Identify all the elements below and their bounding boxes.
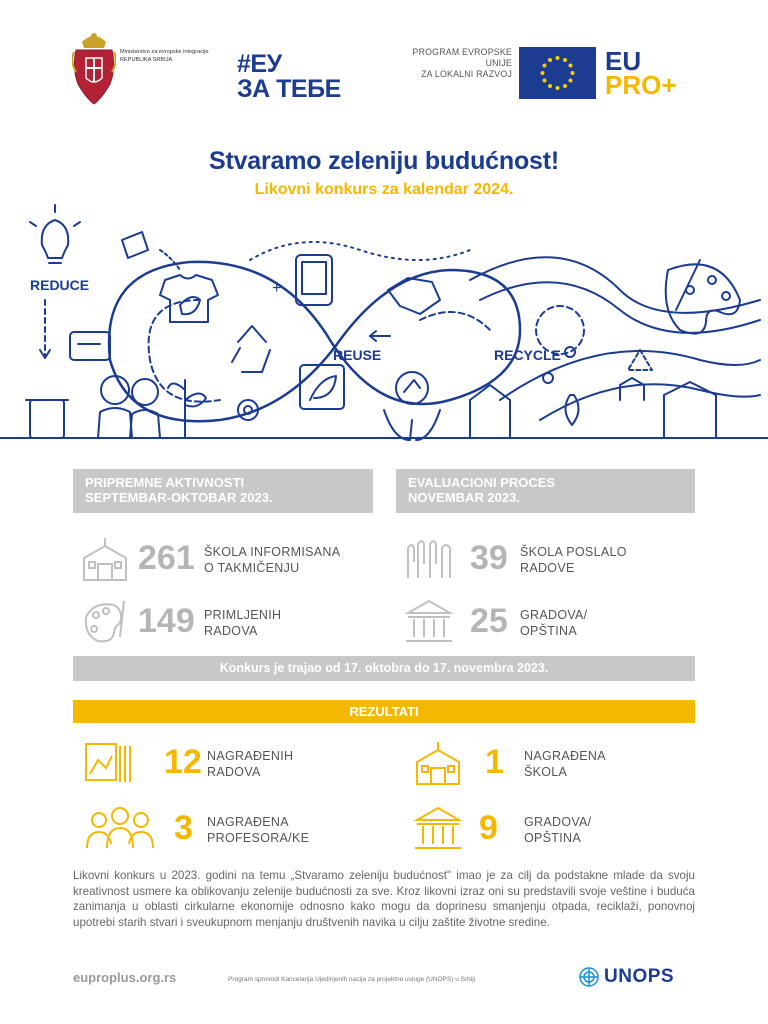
svg-text:+: +	[272, 280, 282, 297]
eu-flag-icon	[519, 47, 596, 99]
results-header: REZULTATI	[73, 700, 695, 723]
reuse-label: REUSE	[333, 347, 382, 363]
eu-star-icon	[543, 79, 547, 83]
eu-star-icon	[563, 58, 567, 62]
eu-star-icon	[563, 84, 567, 88]
website-link[interactable]: euproplus.org.rs	[73, 970, 177, 985]
recycle-icon	[232, 326, 270, 372]
ministry-name: Ministarstvo za evropske integracije REPUBLIKA SRBIJA	[120, 49, 209, 63]
eu-star-icon	[556, 56, 560, 60]
hands-icon	[404, 534, 454, 584]
eu-pro-plus-logo: EU PRO+	[605, 46, 677, 100]
lightbulb-icon	[30, 205, 80, 263]
building-icon	[404, 597, 454, 647]
eu-for-you-tag: #ЕУ ЗА ТЕБЕ	[237, 50, 341, 103]
people-icon	[84, 804, 156, 854]
evaluation-header: EVALUACIONI PROCES NOVEMBAR 2023.	[396, 469, 695, 513]
program-name: PROGRAM EVROPSKE UNIJE ZA LOKALNI RAZVOJ	[412, 47, 512, 79]
un-emblem-icon	[578, 966, 600, 988]
building-icon	[413, 804, 463, 854]
preparation-header: PRIPREMNE AKTIVNOSTI SEPTEMBAR-OKTOBAR 2023.	[73, 469, 373, 513]
eu-star-icon	[543, 64, 547, 68]
stat-schools-sent: 39 ŠKOLA POSLALO RADOVE	[404, 534, 694, 584]
stat-works-received: 149 PRIMLJENIH RADOVA	[80, 597, 380, 647]
description-paragraph: Likovni konkurs u 2023. godini na temu „Stvaramo zeleniju budućnost" imao je za cilj da podstakne mlade da svoju kreativnost usmere ka oblikovanju zelenije budućnosti za sve. Kroz likovni izraz oni su predstavili svoje veštine i buduća zanimanja u oblasti cirkularne ekonomije odnosno kako mogu da doprinesu smanjenju otpada, reciklaži, ponovnoj upotrebi starih stvari i sveukupnom menjanju društvenih navika u cilju zaštite životne sredine.	[73, 869, 695, 929]
recycle-label: RECYCLE	[494, 347, 561, 363]
stat-cities: 25 GRADOVA/ OPŠTINA	[404, 597, 694, 647]
eu-star-icon	[571, 71, 575, 75]
coat-of-arms-icon	[72, 28, 116, 106]
stat-schools-informed: 261 ŠKOLA INFORMISANA O TAKMIČENJU	[80, 534, 380, 584]
eu-star-icon	[541, 71, 545, 75]
school-icon	[413, 738, 463, 788]
school-icon	[80, 534, 130, 584]
footer-note: Program sprovodi Kancelarija Ujedinjenih nacija za projektne usluge (UNOPS) u Srbiji	[228, 976, 476, 983]
eu-star-icon	[568, 64, 572, 68]
eu-star-icon	[548, 84, 552, 88]
artworks-icon	[84, 738, 134, 788]
result-awarded-school: 1 NAGRAĐENA ŠKOLA	[413, 738, 695, 788]
header	[0, 22, 768, 112]
palette-icon	[80, 597, 130, 647]
eu-star-icon	[556, 86, 560, 90]
result-awarded-cities: 9 GRADOVA/ OPŠTINA	[413, 804, 695, 854]
eu-star-icon	[548, 58, 552, 62]
result-awarded-teachers: 3 NAGRAĐENA PROFESORA/KE	[84, 804, 384, 854]
page-subtitle: Likovni konkurs za kalendar 2024.	[254, 181, 514, 198]
eu-star-icon	[568, 79, 572, 83]
circular-economy-illustration	[0, 200, 768, 445]
contest-period-bar: Konkurs je trajao od 17. oktobra do 17. novembra 2023.	[73, 656, 695, 681]
page-title: Stvaramo zeleniju budućnost!	[208, 147, 559, 175]
result-awarded-works: 12 NAGRAĐENIH RADOVA	[84, 738, 384, 788]
reduce-label: REDUCE	[30, 277, 90, 293]
